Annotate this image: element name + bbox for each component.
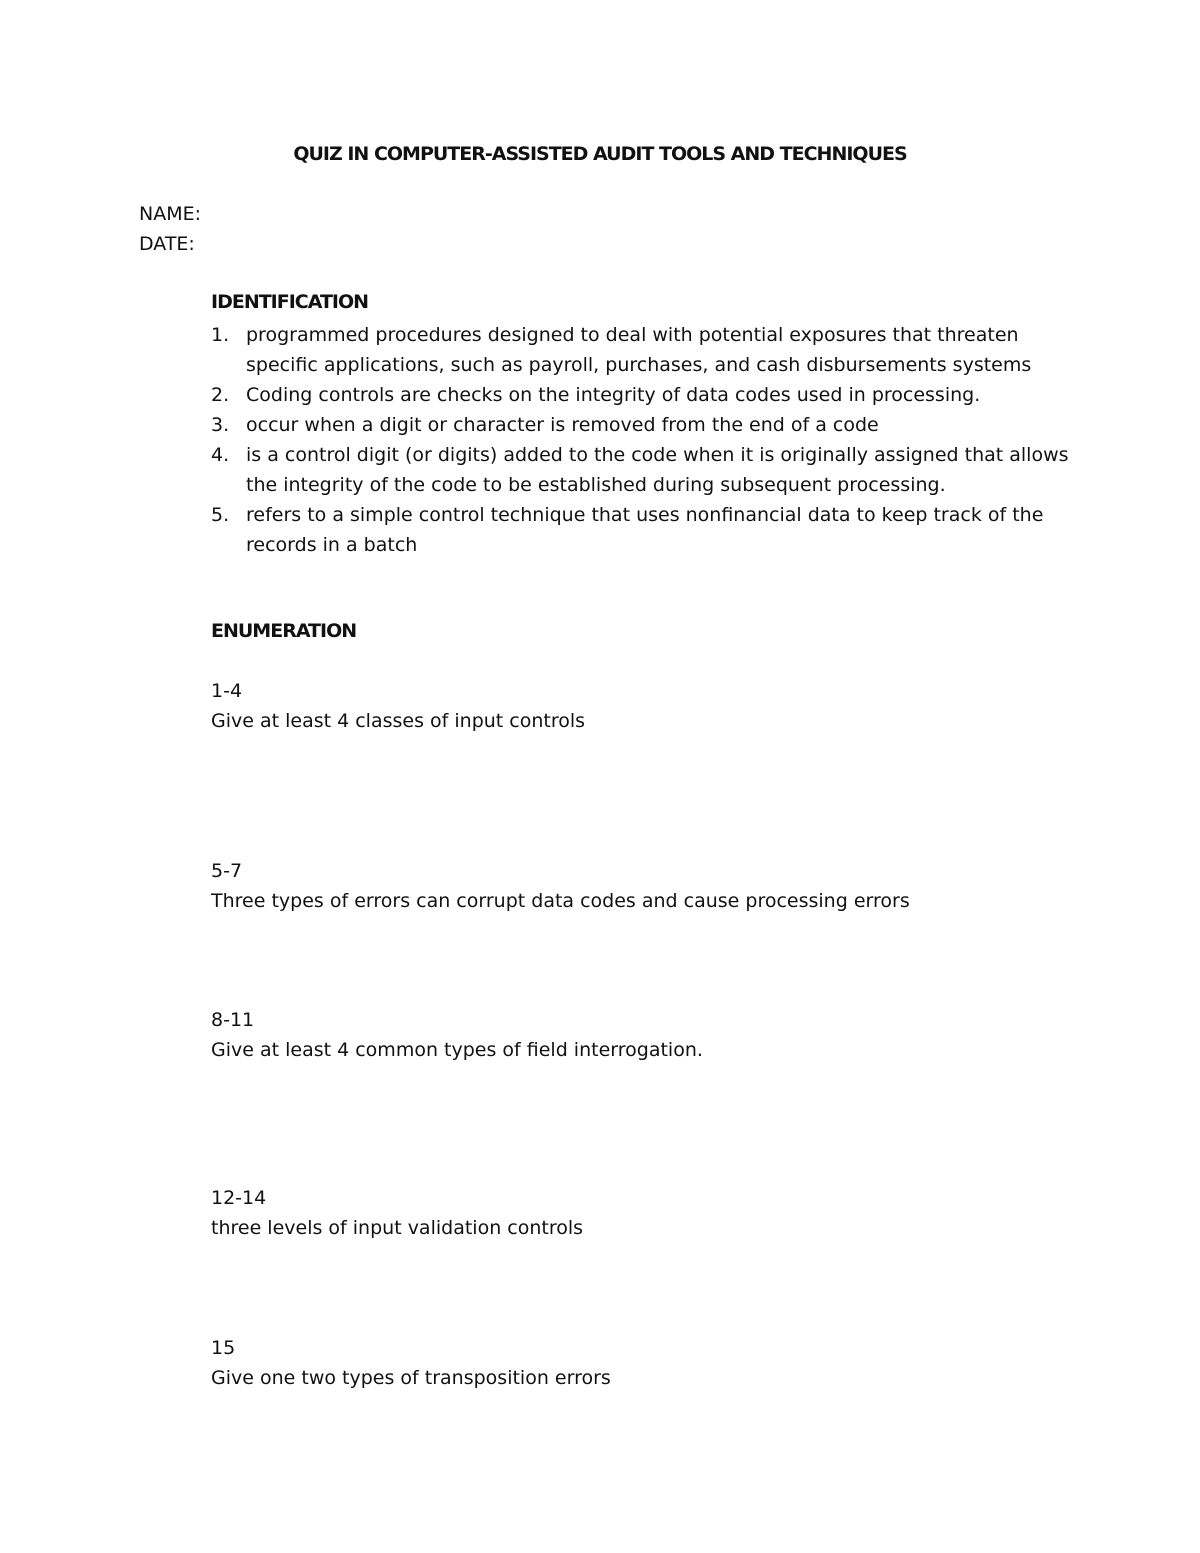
item-text: occur when a digit or character is removed from the end of a code	[246, 414, 879, 436]
item-number: 2.	[211, 384, 230, 406]
enumeration-range: 8-11	[211, 1009, 255, 1031]
identification-item	[211, 380, 1071, 410]
identification-item	[211, 410, 1071, 440]
enumeration-range: 15	[211, 1337, 236, 1359]
identification-list	[211, 320, 1071, 560]
enumeration-text: Three types of errors can corrupt data codes and cause processing errors	[211, 890, 910, 912]
enumeration-text: three levels of input validation controls	[211, 1217, 584, 1239]
item-text: programmed procedures designed to deal with potential exposures that threaten specific applications, such as payroll, purchases, and cash disbursements systems	[246, 324, 1032, 376]
identification-item	[211, 440, 1071, 500]
item-number: 5.	[211, 504, 230, 526]
enumeration-item	[211, 1183, 1111, 1243]
enumeration-heading: ENUMERATION	[211, 620, 357, 642]
item-number: 3.	[211, 414, 230, 436]
enumeration-text: Give one two types of transposition errors	[211, 1367, 611, 1389]
enumeration-item	[211, 676, 1111, 736]
enumeration-item	[211, 1005, 1111, 1065]
item-text: is a control digit (or digits) added to the code when it is originally assigned that allows the integrity of the code to be established during subsequent processing.	[246, 444, 1069, 496]
enumeration-item	[211, 856, 1111, 916]
enumeration-item	[211, 1333, 1111, 1393]
date-label: DATE:	[139, 233, 195, 255]
item-text: refers to a simple control technique that uses nonfinancial data to keep track of the records in a batch	[246, 504, 1044, 556]
enumeration-range: 12-14	[211, 1187, 267, 1209]
enumeration-range: 5-7	[211, 860, 243, 882]
item-number: 4.	[211, 444, 230, 466]
enumeration-text: Give at least 4 classes of input controls	[211, 710, 586, 732]
identification-heading: IDENTIFICATION	[211, 291, 369, 313]
enumeration-range: 1-4	[211, 680, 243, 702]
item-number: 1.	[211, 324, 230, 346]
page-title: QUIZ IN COMPUTER-ASSISTED AUDIT TOOLS AND TECHNIQUES	[293, 143, 907, 165]
identification-item	[211, 500, 1071, 560]
name-label: NAME:	[139, 203, 202, 225]
enumeration-text: Give at least 4 common types of field interrogation.	[211, 1039, 703, 1061]
identification-item	[211, 320, 1071, 380]
item-text: Coding controls are checks on the integrity of data codes used in processing.	[246, 384, 981, 406]
